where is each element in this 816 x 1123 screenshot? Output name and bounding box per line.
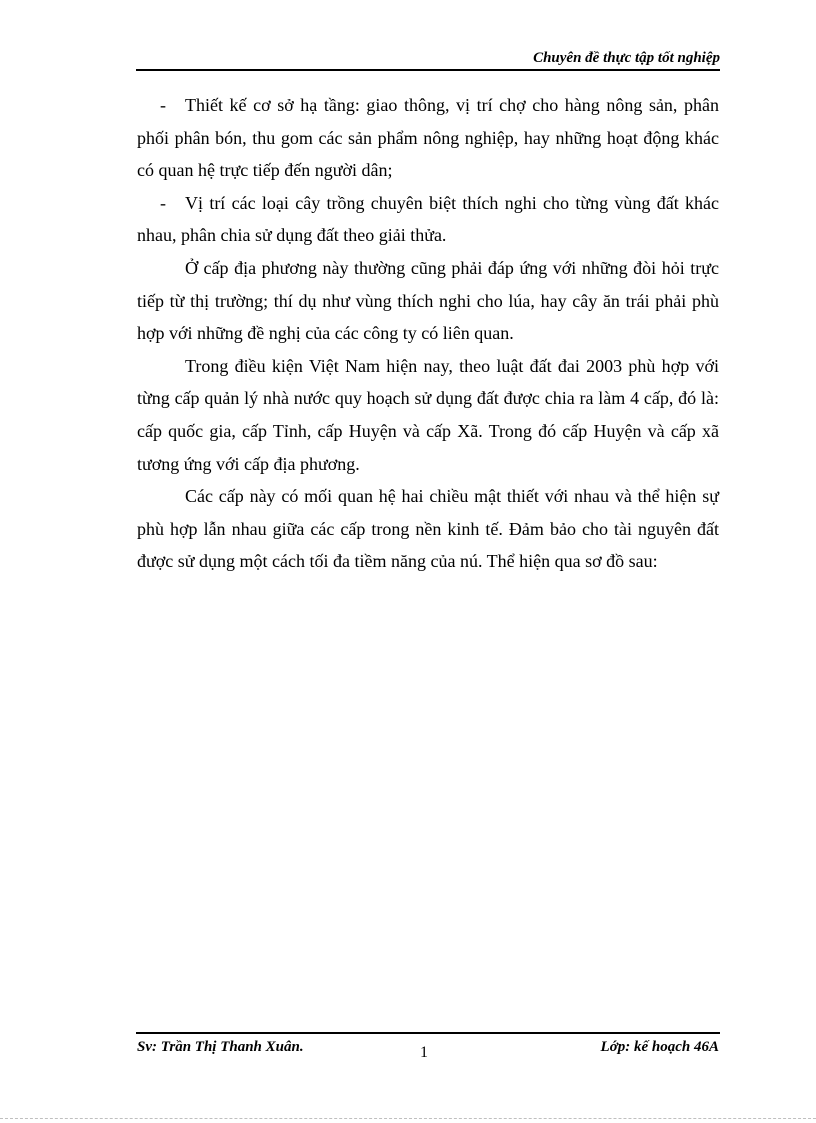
page-edge-divider: [0, 1118, 816, 1119]
footer-class-name: Lớp: kế hoạch 46A: [600, 1039, 719, 1055]
footer-divider: [136, 1032, 720, 1034]
page-header: [136, 47, 720, 71]
page-number: 1: [420, 1044, 428, 1061]
bullet-marker: -: [160, 95, 166, 115]
bullet-text: Thiết kế cơ sở hạ tầng: giao thông, vị trí chợ cho hàng nông sản, phân phối phân bón, thu gom các sản phẩm nông nghiệp, hay những hoạt động khác có quan hệ trực tiếp đến người dân;: [137, 95, 719, 181]
bullet-item: [137, 89, 719, 187]
document-body: [137, 89, 719, 578]
paragraph: Ở cấp địa phương này thường cũng phải đáp ứng với những đòi hỏi trực tiếp từ thị trường; thí dụ như vùng thích nghi cho lúa, hay cây ăn trái phải phù hợp với những đề nghị của các công ty có liên quan.: [137, 257, 719, 344]
bullet-marker: -: [160, 192, 166, 213]
bullet-text: Vị trí các loại cây trồng chuyên biệt thích nghi cho từng vùng đất khác nhau, phân chia sử dụng đất theo giải thửa.: [137, 192, 719, 246]
paragraph: Các cấp này có mối quan hệ hai chiều mật thiết với nhau và thể hiện sự phù hợp lẫn nhau giữa các cấp trong nền kinh tế. Đảm bảo cho tài nguyên đất được sử dụng một cách tối đa tiềm năng của nú. Thể hiện qua sơ đồ sau:: [137, 486, 719, 572]
header-title: Chuyên đề thực tập tốt nghiệp: [533, 50, 720, 66]
bullet-item: [137, 187, 719, 252]
paragraph: Trong điều kiện Việt Nam hiện nay, theo luật đất đai 2003 phù hợp với từng cấp quản lý nhà nước quy hoạch sử dụng đất được chia ra làm 4 cấp, đó là: cấp quốc gia, cấp Tỉnh, cấp Huyện và cấp Xã. Trong đó cấp Huyện và cấp xã tương ứng với cấp địa phương.: [137, 355, 719, 474]
footer-student-name: Sv: Trần Thị Thanh Xuân.: [137, 1039, 304, 1055]
